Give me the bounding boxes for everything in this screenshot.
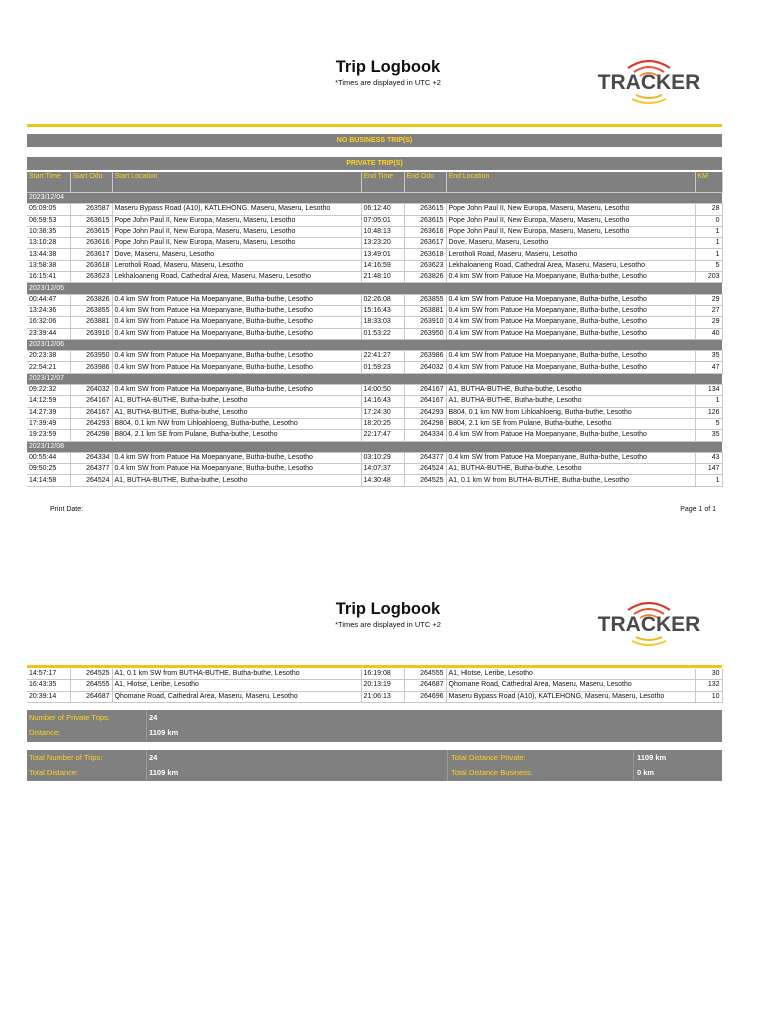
date-group-row [27, 193, 722, 204]
table-row [27, 294, 722, 305]
table-row [27, 215, 722, 226]
date-label: 2023/12/04 [27, 193, 722, 204]
end-location-cell: A1, BUTHA-BUTHE, Butha-buthe, Lesotho [446, 396, 695, 407]
table-row [27, 351, 722, 362]
end-time-cell: 14:07:37 [361, 464, 404, 475]
km-cell: 29 [695, 317, 722, 328]
km-cell: 1 [695, 238, 722, 249]
end-location-cell: A1, Hlotse, Leribe, Lesotho [446, 669, 695, 680]
table-row [27, 396, 722, 407]
end-odo-cell: 264032 [404, 362, 446, 373]
km-cell: 35 [695, 351, 722, 362]
business-trips-banner: NO BUSINESS TRIP(S) [27, 134, 722, 147]
end-time-cell: 15:16:43 [361, 305, 404, 316]
page-subtitle: *Times are displayed in UTC +2 [335, 78, 441, 87]
end-odo-cell: 264687 [404, 680, 446, 691]
end-location-cell: Lerotholi Road, Maseru, Maseru, Lesotho [446, 249, 695, 260]
start-odo-cell: 264524 [70, 475, 112, 486]
end-time-cell: 22:17:47 [361, 430, 404, 441]
end-location-cell: 0.4 km SW from Patuoe Ha Moepanyane, Butha-buthe, Lesotho [446, 452, 695, 463]
start-time-cell: 10:38:35 [27, 226, 70, 237]
start-location-cell: 0.4 km SW from Patuoe Ha Moepanyane, Butha-buthe, Lesotho [112, 317, 361, 328]
km-cell: 134 [695, 385, 722, 396]
private-count-label: Number of Private Trips: [29, 713, 110, 722]
start-time-cell: 09:50:25 [27, 464, 70, 475]
table-row [27, 418, 722, 429]
totals-row-2 [27, 765, 722, 780]
table-row [27, 691, 722, 702]
total-trips-label: Total Number of Trips: [29, 753, 103, 762]
end-time-cell: 18:33:03 [361, 317, 404, 328]
start-time-cell: 14:14:58 [27, 475, 70, 486]
km-cell: 27 [695, 305, 722, 316]
date-group-row [27, 283, 722, 294]
start-time-cell: 05:09:05 [27, 204, 70, 215]
table-row [27, 669, 722, 680]
end-odo-cell: 263950 [404, 328, 446, 339]
private-count-value: 24 [149, 713, 158, 722]
date-label: 2023/12/07 [27, 373, 722, 384]
end-location-cell: B804, 2.1 km SE from Pulane, Butha-buthe, Lesotho [446, 418, 695, 429]
end-location-cell: Lekhaloaneng Road, Cathedral Area, Maseru, Maseru, Lesotho [446, 260, 695, 271]
km-cell: 40 [695, 328, 722, 339]
total-business-label: Total Distance Business: [451, 768, 533, 777]
table-row [27, 407, 722, 418]
end-time-cell: 14:16:43 [361, 396, 404, 407]
km-cell: 47 [695, 362, 722, 373]
start-time-cell: 16:43:35 [27, 680, 70, 691]
end-location-cell: 0.4 km SW from Patuoe Ha Moepanyane, Butha-buthe, Lesotho [446, 305, 695, 316]
end-location-cell: A1, 0.1 km W from BUTHA-BUTHE, Butha-buthe, Lesotho [446, 475, 695, 486]
start-odo-cell: 264032 [70, 385, 112, 396]
km-cell: 5 [695, 418, 722, 429]
end-odo-cell: 264167 [404, 385, 446, 396]
total-distance-label: Total Distance: [29, 768, 79, 777]
end-location-cell: 0.4 km SW from Patuoe Ha Moepanyane, Butha-buthe, Lesotho [446, 362, 695, 373]
table-row [27, 430, 722, 441]
date-group-row [27, 441, 722, 452]
tracker-logo [578, 592, 720, 652]
start-odo-cell: 264167 [70, 407, 112, 418]
end-odo-cell: 264525 [404, 475, 446, 486]
end-odo-cell: 264696 [404, 691, 446, 702]
end-location-cell: A1, BUTHA-BUTHE, Butha-buthe, Lesotho [446, 464, 695, 475]
date-label: 2023/12/08 [27, 441, 722, 452]
logo-wordmark: TRACKER [597, 613, 701, 636]
end-time-cell: 06:12:40 [361, 204, 404, 215]
end-location-cell: 0.4 km SW from Patuoe Ha Moepanyane, Butha-buthe, Lesotho [446, 317, 695, 328]
end-time-cell: 17:24:30 [361, 407, 404, 418]
col-start-location: Start Location [112, 172, 361, 193]
km-cell: 1 [695, 249, 722, 260]
end-odo-cell: 264377 [404, 452, 446, 463]
end-time-cell: 03:10:29 [361, 452, 404, 463]
end-time-cell: 13:49:01 [361, 249, 404, 260]
date-label: 2023/12/05 [27, 283, 722, 294]
km-cell: 1 [695, 475, 722, 486]
end-time-cell: 10:48:13 [361, 226, 404, 237]
end-odo-cell: 263910 [404, 317, 446, 328]
end-time-cell: 13:23:20 [361, 238, 404, 249]
end-time-cell: 22:41:27 [361, 351, 404, 362]
km-cell: 132 [695, 680, 722, 691]
end-odo-cell: 263855 [404, 294, 446, 305]
start-time-cell: 00:55:44 [27, 452, 70, 463]
start-odo-cell: 263910 [70, 328, 112, 339]
col-end-location: End Location [446, 172, 695, 193]
end-location-cell: 0.4 km SW from Patuoe Ha Moepanyane, Butha-buthe, Lesotho [446, 430, 695, 441]
page-subtitle: *Times are displayed in UTC +2 [335, 620, 441, 629]
start-odo-cell: 264555 [70, 680, 112, 691]
start-location-cell: 0.4 km SW from Patuoe Ha Moepanyane, Butha-buthe, Lesotho [112, 351, 361, 362]
start-odo-cell: 263826 [70, 294, 112, 305]
private-summary [27, 710, 722, 742]
start-time-cell: 14:57:17 [27, 669, 70, 680]
end-location-cell: Pope John Paul II, New Europa, Maseru, Maseru, Lesotho [446, 204, 695, 215]
start-odo-cell: 263616 [70, 238, 112, 249]
start-location-cell: Dove, Maseru, Maseru, Lesotho [112, 249, 361, 260]
totals-row-1 [27, 750, 722, 765]
page-title: Trip Logbook [335, 600, 441, 618]
table-header-row [27, 172, 722, 193]
start-location-cell: A1, BUTHA-BUTHE, Butha-buthe, Lesotho [112, 396, 361, 407]
table-row [27, 362, 722, 373]
private-trips-table-continued [27, 669, 723, 703]
end-odo-cell: 264334 [404, 430, 446, 441]
end-odo-cell: 263615 [404, 204, 446, 215]
start-location-cell: Lekhaloaneng Road, Cathedral Area, Maseru, Maseru, Lesotho [112, 272, 361, 283]
start-odo-cell: 263617 [70, 249, 112, 260]
km-cell: 28 [695, 204, 722, 215]
start-time-cell: 14:12:59 [27, 396, 70, 407]
table-row [27, 328, 722, 339]
start-location-cell: Pope John Paul II, New Europa, Maseru, Maseru, Lesotho [112, 215, 361, 226]
km-cell: 147 [695, 464, 722, 475]
km-cell: 203 [695, 272, 722, 283]
end-odo-cell: 263616 [404, 226, 446, 237]
col-km: KM [695, 172, 722, 193]
start-odo-cell: 264334 [70, 452, 112, 463]
end-time-cell: 02:26:08 [361, 294, 404, 305]
private-trips-banner: PRIVATE TRIP(S) [27, 157, 722, 170]
start-location-cell: 0.4 km SW from Patuoe Ha Moepanyane, Butha-buthe, Lesotho [112, 362, 361, 373]
col-start-time: Start Time [27, 172, 70, 193]
start-odo-cell: 264687 [70, 691, 112, 702]
start-odo-cell: 263881 [70, 317, 112, 328]
start-odo-cell: 263587 [70, 204, 112, 215]
start-time-cell: 23:39:44 [27, 328, 70, 339]
start-time-cell: 16:15:41 [27, 272, 70, 283]
start-location-cell: B804, 2.1 km SE from Pulane, Butha-buthe, Lesotho [112, 430, 361, 441]
table-row [27, 249, 722, 260]
date-group-row [27, 373, 722, 384]
print-date: Print Date: [50, 506, 84, 513]
start-time-cell: 13:58:38 [27, 260, 70, 271]
end-odo-cell: 263881 [404, 305, 446, 316]
end-location-cell: A1, BUTHA-BUTHE, Butha-buthe, Lesotho [446, 385, 695, 396]
start-odo-cell: 263986 [70, 362, 112, 373]
end-time-cell: 14:00:50 [361, 385, 404, 396]
table-row [27, 475, 722, 486]
total-distance-value: 1109 km [149, 768, 179, 777]
end-time-cell: 07:05:01 [361, 215, 404, 226]
start-time-cell: 20:39:14 [27, 691, 70, 702]
table-row [27, 226, 722, 237]
end-time-cell: 14:30:48 [361, 475, 404, 486]
end-odo-cell: 263618 [404, 249, 446, 260]
end-odo-cell: 263615 [404, 215, 446, 226]
end-odo-cell: 264298 [404, 418, 446, 429]
table-row [27, 385, 722, 396]
start-time-cell: 16:32:06 [27, 317, 70, 328]
start-time-cell: 14:27:39 [27, 407, 70, 418]
end-odo-cell: 263617 [404, 238, 446, 249]
start-location-cell: 0.4 km SW from Patuoe Ha Moepanyane, Butha-buthe, Lesotho [112, 452, 361, 463]
end-location-cell: 0.4 km SW from Patuoe Ha Moepanyane, Butha-buthe, Lesotho [446, 328, 695, 339]
end-odo-cell: 264555 [404, 669, 446, 680]
private-count-row [27, 710, 722, 725]
km-cell: 1 [695, 226, 722, 237]
km-cell: 0 [695, 215, 722, 226]
start-location-cell: A1, 0.1 km SW from BUTHA-BUTHE, Butha-buthe, Lesotho [112, 669, 361, 680]
start-odo-cell: 264525 [70, 669, 112, 680]
km-cell: 5 [695, 260, 722, 271]
start-odo-cell: 263615 [70, 215, 112, 226]
km-cell: 35 [695, 430, 722, 441]
end-time-cell: 16:19:08 [361, 669, 404, 680]
end-odo-cell: 263623 [404, 260, 446, 271]
private-distance-value: 1109 km [149, 728, 179, 737]
km-cell: 126 [695, 407, 722, 418]
table-row [27, 680, 722, 691]
start-odo-cell: 263855 [70, 305, 112, 316]
table-row [27, 317, 722, 328]
km-cell: 43 [695, 452, 722, 463]
start-location-cell: Qhomane Road, Cathedral Area, Maseru, Maseru, Lesotho [112, 691, 361, 702]
private-trips-table [27, 172, 723, 487]
end-time-cell: 01:53:22 [361, 328, 404, 339]
table-row [27, 204, 722, 215]
end-odo-cell: 263826 [404, 272, 446, 283]
start-location-cell: 0.4 km SW from Patuoe Ha Moepanyane, Butha-buthe, Lesotho [112, 294, 361, 305]
date-label: 2023/12/06 [27, 339, 722, 350]
private-distance-label: Distance: [29, 728, 61, 737]
col-end-time: End Time [361, 172, 404, 193]
end-odo-cell: 264524 [404, 464, 446, 475]
start-odo-cell: 264167 [70, 396, 112, 407]
page-number: Page 1 of 1 [680, 506, 716, 513]
start-odo-cell: 263618 [70, 260, 112, 271]
total-private-label: Total Distance Private: [451, 753, 526, 762]
start-location-cell: Lerotholi Road, Maseru, Maseru, Lesotho [112, 260, 361, 271]
km-cell: 1 [695, 396, 722, 407]
total-private-value: 1109 km [637, 753, 667, 762]
logo-wordmark: TRACKER [597, 71, 701, 94]
start-time-cell: 00:44:47 [27, 294, 70, 305]
end-time-cell: 20:13:19 [361, 680, 404, 691]
col-start-odo: Start Odo [70, 172, 112, 193]
table-row [27, 452, 722, 463]
end-location-cell: B804, 0.1 km NW from Lihloahloeng, Butha-buthe, Lesotho [446, 407, 695, 418]
end-location-cell: Maseru Bypass Road (A10), KATLEHONG, Maseru, Maseru, Lesotho [446, 691, 695, 702]
col-end-odo: End Odo [404, 172, 446, 193]
page-title: Trip Logbook [335, 58, 441, 76]
end-location-cell: 0.4 km SW from Patuoe Ha Moepanyane, Butha-buthe, Lesotho [446, 351, 695, 362]
end-time-cell: 21:48:10 [361, 272, 404, 283]
start-location-cell: A1, Hlotse, Leribe, Lesotho [112, 680, 361, 691]
start-odo-cell: 263950 [70, 351, 112, 362]
end-time-cell: 21:06:13 [361, 691, 404, 702]
start-time-cell: 22:54:21 [27, 362, 70, 373]
table-row [27, 260, 722, 271]
start-location-cell: 0.4 km SW from Patuoe Ha Moepanyane, Butha-buthe, Lesotho [112, 328, 361, 339]
totals-summary [27, 750, 722, 781]
start-odo-cell: 264298 [70, 430, 112, 441]
logbook-page-2 [0, 545, 768, 1024]
tracker-logo [578, 50, 720, 110]
table-row [27, 272, 722, 283]
start-time-cell: 13:24:36 [27, 305, 70, 316]
end-odo-cell: 264167 [404, 396, 446, 407]
start-location-cell: Pope John Paul II, New Europa, Maseru, Maseru, Lesotho [112, 226, 361, 237]
start-time-cell: 06:59:53 [27, 215, 70, 226]
table-row [27, 305, 722, 316]
header-divider [27, 124, 722, 127]
start-time-cell: 20:23:38 [27, 351, 70, 362]
end-odo-cell: 264293 [404, 407, 446, 418]
end-odo-cell: 263986 [404, 351, 446, 362]
start-location-cell: 0.4 km SW from Patuoe Ha Moepanyane, Butha-buthe, Lesotho [112, 305, 361, 316]
start-location-cell: B804, 0.1 km NW from Lihloahloeng, Butha-buthe, Lesotho [112, 418, 361, 429]
km-cell: 30 [695, 669, 722, 680]
start-odo-cell: 264293 [70, 418, 112, 429]
total-business-value: 0 km [637, 768, 655, 777]
end-location-cell: Dove, Maseru, Maseru, Lesotho [446, 238, 695, 249]
km-cell: 29 [695, 294, 722, 305]
table-row [27, 464, 722, 475]
end-location-cell: 0.4 km SW from Patuoe Ha Moepanyane, Butha-buthe, Lesotho [446, 294, 695, 305]
start-time-cell: 19:23:59 [27, 430, 70, 441]
header-divider [27, 665, 722, 668]
end-location-cell: Pope John Paul II, New Europa, Maseru, Maseru, Lesotho [446, 215, 695, 226]
start-location-cell: A1, BUTHA-BUTHE, Butha-buthe, Lesotho [112, 407, 361, 418]
start-location-cell: 0.4 km SW from Patuoe Ha Moepanyane, Butha-buthe, Lesotho [112, 464, 361, 475]
end-location-cell: Qhomane Road, Cathedral Area, Maseru, Maseru, Lesotho [446, 680, 695, 691]
km-cell: 10 [695, 691, 722, 702]
private-distance-row [27, 725, 722, 740]
start-time-cell: 13:10:28 [27, 238, 70, 249]
start-location-cell: Pope John Paul II, New Europa, Maseru, Maseru, Lesotho [112, 238, 361, 249]
start-location-cell: Maseru Bypass Road (A10), KATLEHONG, Maseru, Maseru, Lesotho [112, 204, 361, 215]
end-location-cell: Pope John Paul II, New Europa, Maseru, Maseru, Lesotho [446, 226, 695, 237]
start-time-cell: 17:39:49 [27, 418, 70, 429]
end-time-cell: 18:20:25 [361, 418, 404, 429]
end-location-cell: 0.4 km SW from Patuoe Ha Moepanyane, Butha-buthe, Lesotho [446, 272, 695, 283]
end-time-cell: 01:59:23 [361, 362, 404, 373]
start-odo-cell: 263615 [70, 226, 112, 237]
start-odo-cell: 263623 [70, 272, 112, 283]
total-trips-value: 24 [149, 753, 158, 762]
start-location-cell: A1, BUTHA-BUTHE, Butha-buthe, Lesotho [112, 475, 361, 486]
date-group-row [27, 339, 722, 350]
table-row [27, 238, 722, 249]
start-time-cell: 09:22:32 [27, 385, 70, 396]
start-location-cell: 0.4 km SW from Patuoe Ha Moepanyane, Butha-buthe, Lesotho [112, 385, 361, 396]
start-time-cell: 13:44:38 [27, 249, 70, 260]
end-time-cell: 14:16:59 [361, 260, 404, 271]
start-odo-cell: 264377 [70, 464, 112, 475]
